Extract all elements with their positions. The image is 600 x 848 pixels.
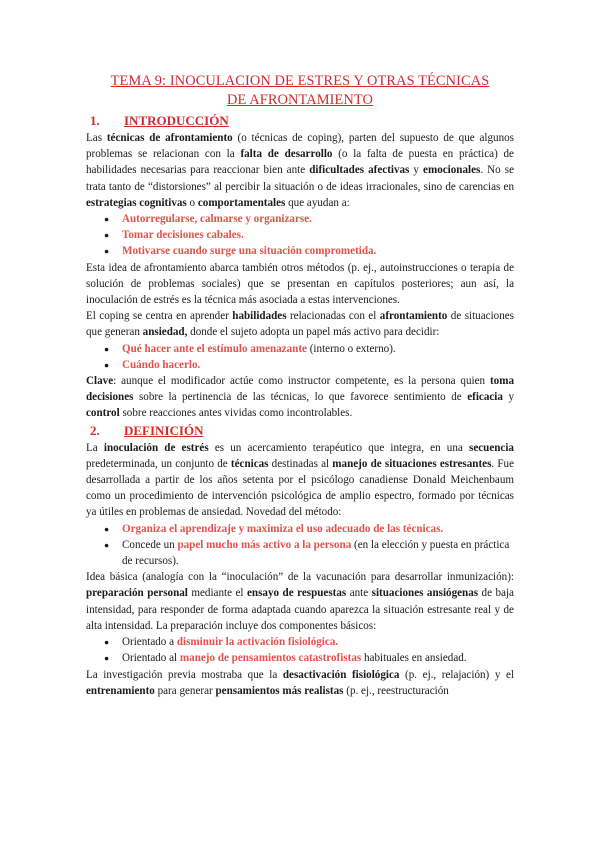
list-item: ● Motivarse cuando surge una situación comprometida. [86,243,514,259]
list-item: ● Orientado a disminuir la activación fisiológica. [86,634,514,650]
section-heading-introduccion [86,113,514,129]
paragraph: La inoculación de estrés es un acercamiento terapéutico que integra, en una secuencia predeterminada, un conjunto de técnicas destinadas al manejo de situaciones estresantes. Fue desarrollada a partir de los años setenta por el psicólogo canadiense Donald Meichenbaum como un procedimiento de intervención psicológica de amplio espectro, formado por técnicas ya útiles en problemas de ansiedad. Novedad del método: [86,441,514,519]
bullet-list [86,521,514,570]
section-title: DEFINICIÓN [124,422,204,438]
list-item: ● Qué hacer ante el estímulo amenazante (interno o externo). [86,341,514,357]
section-number: 2. [90,422,100,438]
list-item: ● Organiza el aprendizaje y maximiza el uso adecuado de las técnicas. [86,521,514,537]
list-item: ● Autorregularse, calmarse y organizarse. [86,211,514,227]
section-title: INTRODUCCIÓN [124,113,229,128]
paragraph: La investigación previa mostraba que la desactivación fisiológica (p. ej., relajación) y el entrenamiento para generar pensamientos más realistas (p. ej., reestructuración [86,668,514,697]
title-line-1: TEMA 9: INOCULACION DE ESTRES Y OTRAS TÉCNICAS [110,73,490,89]
section-number: 1. [90,113,100,128]
list-item: ● Orientado al manejo de pensamientos catastrofistas habituales en ansiedad. [86,650,514,666]
bullet-list [86,634,514,666]
bullet-list [86,211,514,260]
paragraph: Esta idea de afrontamiento abarca también otros métodos (p. ej., autoinstrucciones o terapia de solución de problemas sociales) que se presentan en capítulos posteriores; aun así, la inoculación de estrés es la técnica más asociada a estas intervenciones. [86,261,514,307]
list-item: ● Cuándo hacerlo. [86,357,514,373]
list-item: ● Concede un papel mucho más activo a la persona (en la elección y puesta en práctica de recursos). [86,537,514,569]
paragraph: El coping se centra en aprender habilidades relacionadas con el afrontamiento de situaciones que generan ansiedad, donde el sujeto adopta un papel más activo para decidir: [86,310,514,339]
document-title [86,72,514,109]
paragraph: Las técnicas de afrontamiento (o técnicas de coping), parten del supuesto de que algunos problemas se relacionan con la falta de desarrollo (o la falta de puesta en práctica) de habilidades necesarias para reaccionar bien ante dificultades afectivas y emocionales. No se trata tanto de “distorsiones” al percibir la situación o de ideas irracionales, sino de carencias en estrategias cognitivas o comportamentales que ayudan a: [86,132,515,209]
bullet-list [86,341,514,373]
list-item: ● Tomar decisiones cabales. [86,227,514,243]
title-line-2: DE AFRONTAMIENTO [226,91,374,108]
document-page [86,72,514,699]
section-heading-definicion [86,423,514,439]
paragraph: Idea básica (analogía con la “inoculación” de la vacunación para desarrollar inmunización): preparación personal mediante el ensayo de respuestas ante situaciones ansiógenas de baja intensidad, para responder de forma adaptada cuando aparezca la situación estresante real y de alta intensidad. La preparación incluye dos componentes básicos: [86,571,514,632]
paragraph: Clave: aunque el modificador actúe como instructor competente, es la persona quien toma decisiones sobre la pertinencia de las técnicas, lo que favorece sentimiento de eficacia y control sobre reacciones antes vividas como incontrolables. [86,375,514,420]
